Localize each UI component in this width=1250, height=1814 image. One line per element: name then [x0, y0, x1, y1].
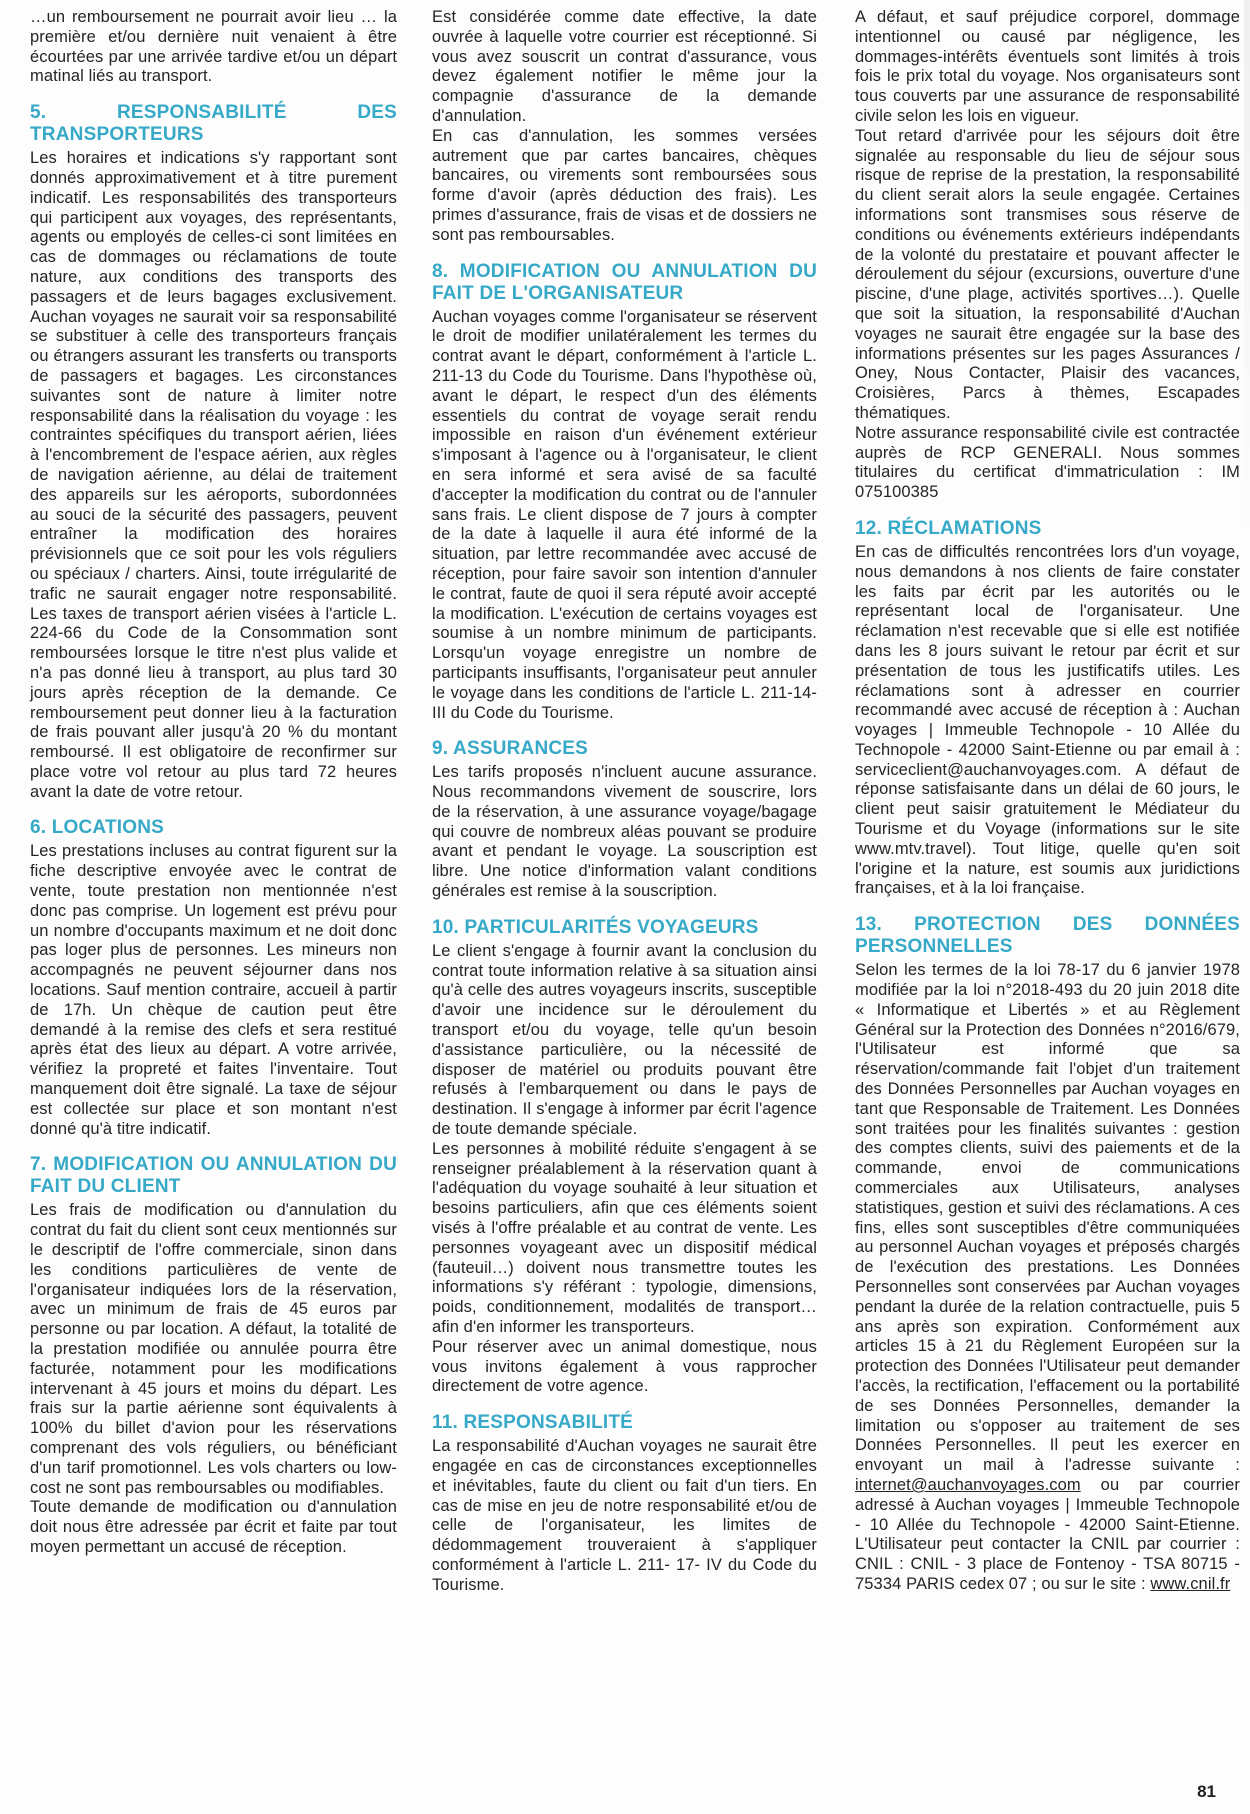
paragraph: Les horaires et indications s'y rapportant sont donnés approximativement et à titre purement indicatif. Les responsabilités des transporteurs qui participent aux voyages, des représentants, agents ou employés de celles-ci sont limitées en cas de dommages ou réclamations de toute nature, aux conditions des transports des passagers et de leurs bagages exclusivement. Auchan voyages ne saurait voir sa responsabilité se substituer à celle des transporteurs français ou étrangers assurant les transferts ou transports de passagers et bagages. Les circonstances suivantes sont de nature à limiter notre responsabilité dans la réalisation du voyage : les contraintes spécifiques du transport aérien, liées à l'encombrement de l'espace aérien, aux règles de navigation aérienne, au délai de traitement des appareils sur les aéroports, subordonnées au souci de la sécurité des passagers, peuvent entraîner la modification des horaires prévisionnels que ce soit pour les vols réguliers ou spéciaux / charters. Ainsi, toute irrégularité de trafic ne saurait engager notre responsabilité. Les taxes de transport aérien visées à l'article L. 224-66 du Code de la Consommation sont remboursées lorsque le titre n'est plus valide et n'a pas donné lieu à transport, au plus tard 30 jours après réception de la demande. Ce remboursement peut donner lieu à la facturation de frais pouvant aller jusqu'à 20 % du montant remboursé. Il est obligatoire de reconfirmer sur place votre vol retour au plus tard 72 heures avant la date de votre retour. — [30, 149, 397, 801]
paragraph: A défaut, et sauf préjudice corporel, dommage intentionnel ou causé par négligence, les dommages-intérêts éventuels sont limités à trois fois le prix total du voyage. Nos organisateurs sont tous couverts par une assurance de responsabilité civile selon les lois en vigueur. — [855, 8, 1240, 125]
paragraph: Les personnes à mobilité réduite s'engagent à se renseigner préalablement à la réservation quant à l'adéquation du voyage souhaité à leur situation et besoins particuliers, afin que ces éléments soient visés à l'offre préalable et au contrat de vente. Les personnes voyageant avec un dispositif médical (fauteuil…) doivent nous transmettre toutes les informations s'y référant : typologie, dimensions, poids, conditionnement, modalités de transport… afin d'en informer les transporteurs. — [432, 1139, 817, 1337]
paragraph: …un remboursement ne pourrait avoir lieu … la première et/ou dernière nuit venaient à être écourtées par une arrivée tardive et/ou un départ matinal liés au transport. — [30, 8, 397, 86]
paragraph: Pour réserver avec un animal domestique, nous vous invitons également à vous rapprocher directement de votre agence. — [432, 1337, 817, 1396]
section-heading: 13. PROTECTION DES DONNÉES PERSONNELLES — [855, 914, 1240, 958]
columns-container — [30, 8, 1240, 1596]
paragraph: Selon les termes de la loi 78-17 du 6 janvier 1978 modifiée par la loi n°2018-493 du 20 juin 2018 dite « Informatique et Libertés » et au Règlement Général sur la Protection des Données n°2016/679, l'Utilisateur est informé que sa réservation/commande fait l'objet d'un traitement des Données Personnelles par Auchan voyages en tant que Responsable de Traitement. Les Données sont traitées pour les finalités suivantes : gestion des comptes clients, suivi des paiements et de la commande, envoi de communications commerciales aux Utilisateurs, analyses statistiques, gestion et suivi des réclamations. A ces fins, elles sont susceptibles d'être communiquées au personnel Auchan voyages et préposés chargés de l'exécution des prestations. Les Données Personnelles sont conservées par Auchan voyages pendant la durée de la relation contractuelle, puis 5 ans après son expiration. Conformément aux articles 15 à 21 du Règlement Européen sur la protection des Données l'Utilisateur peut demander l'accès, la rectification, l'effacement ou la portabilité de ses Données Personnelles, demander la limitation ou s'opposer au traitement de ses Données Personnelles. Il peut les exercer en envoyant un mail à l'adresse suivante : internet@auchanvoyages.com ou par courrier adressé à Auchan voyages | Immeuble Technopole - 10 Allée du Technopole - 42000 Saint-Etienne. L'Utilisateur peut contacter la CNIL par courrier : CNIL : CNIL - 3 place de Fontenoy - TSA 80715 - 75334 PARIS cedex 07 ; ou sur le site : www.cnil.fr — [855, 961, 1240, 1593]
section-heading: 10. PARTICULARITÉS VOYAGEURS — [432, 916, 759, 938]
text-column — [30, 8, 397, 1596]
paragraph: Auchan voyages comme l'organisateur se réservent le droit de modifier unilatéralement les termes du contrat avant le départ, conformément à l'article L. 211-13 du Code du Tourisme. Dans l'hypothèse où, avant le départ, le respect d'un des éléments essentiels du contrat de voyage serait rendu impossible en raison d'un événement extérieur s'imposant à l'agence ou à l'organisateur, le client en sera informé et sera avisé de sa faculté d'accepter la modification du contrat ou de l'annuler sans frais. Le client dispose de 7 jours à compter de la date à laquelle il aura été informé de la situation, par lettre recommandée avec accusé de réception, pour faire savoir son intention d'annuler le contrat, faute de quoi il sera réputé avoir accepté la modification. L'exécution de certains voyages est soumise à un nombre minimum de participants. Lorsqu'un voyage enregistre un nombre de participants insuffisants, l'organisateur peut annuler le voyage dans les conditions de l'article L. 211-14-III du Code du Tourisme. — [432, 307, 817, 722]
section-heading: 12. RÉCLAMATIONS — [855, 517, 1042, 539]
paragraph: Notre assurance responsabilité civile est contractée auprès de RCP GENERALI. Nous sommes titulaires du certificat d'immatriculation : IM 075100385 — [855, 423, 1240, 502]
scan-edge-artifact — [1244, 0, 1250, 1814]
paragraph: Les frais de modification ou d'annulation du contrat du fait du client sont ceux mentionnés sur le descriptif de l'offre commerciale, sinon dans les conditions particulières de vente de l'organisateur indiquées lors de la réservation, avec un minimum de frais de 45 euros par personne ou par location. A défaut, la totalité de la prestation modifiée ou annulée pourra être facturée, notamment pour les modifications intervenant à 45 jours et moins du départ. Les frais sur la partie aérienne sont équivalents à 100% du billet d'avion pour les réservations comprenant des vols réguliers, ou bénéficiant d'un tarif promotionnel. Les vols charters ou low-cost ne sont pas remboursables ou modifiables. — [30, 1201, 397, 1497]
paragraph: Toute demande de modification ou d'annulation doit nous être adressée par écrit et faite par tout moyen permettant un accusé de réception. — [30, 1498, 397, 1556]
section-heading: 9. ASSURANCES — [432, 738, 589, 760]
link-text: internet@auchanvoyages.com — [855, 1475, 1081, 1494]
section-heading: 6. LOCATIONS — [30, 817, 164, 839]
text-column — [432, 8, 817, 1596]
paragraph: Le client s'engage à fournir avant la conclusion du contrat toute information relative à sa situation ainsi qu'à celle des autres voyageurs inscrits, susceptible d'avoir une incidence sur le déroulement du transport et/ou du voyage, telle qu'un besoin d'assistance particulière, ou la nécessité de disposer de matériel ou produits pouvant être refusés à l'embarquement ou dans le pays de destination. Il s'engage à informer par écrit l'agence de toute demande spéciale. — [432, 941, 817, 1139]
section-heading: 11. RESPONSABILITÉ — [432, 1412, 634, 1434]
paragraph: La responsabilité d'Auchan voyages ne saurait être engagée en cas de circonstances exceptionnelles et inévitables, faute du client ou fait d'un tiers. En cas de mise en jeu de notre responsabilité et/ou de celle de l'organisateur, les limites de dédommagement trouveraient à s'appliquer conformément à l'article L. 211- 17- IV du Code du Tourisme. — [432, 1437, 817, 1594]
section-heading: 8. MODIFICATION OU ANNULATION DU FAIT DE L'ORGANISATEUR — [432, 260, 817, 304]
link-text: www.cnil.fr — [1150, 1574, 1231, 1593]
text-column — [855, 8, 1240, 1596]
paragraph: Les tarifs proposés n'incluent aucune assurance. Nous recommandons vivement de souscrire, lors de la réservation, à une assurance voyage/bagage qui couvre de nombreux aléas pouvant se produire avant et pendant le voyage. La souscription est libre. Une notice d'information valant conditions générales est remise à la souscription. — [432, 763, 817, 901]
page-number: 81 — [1197, 1782, 1216, 1801]
paragraph: Les prestations incluses au contrat figurent sur la fiche descriptive envoyée avec le contrat de vente, toute prestation non mentionnée n'est donc pas comprise. Un logement est prévu pour un nombre d'occupants maximum et ne doit donc pas loger plus de personnes. Les mineurs non accompagnés ne peuvent séjourner dans nos locations. Sauf mention contraire, accueil à partir de 17h. Un chèque de caution peut être demandé à la remise des clefs et sera restitué après état des lieux au départ. A votre arrivée, vérifiez la propreté et faites l'inventaire. Tout manquement doit être signalé. La taxe de séjour est collectée sur place et son montant n'est donné qu'à titre indicatif. — [30, 842, 397, 1138]
paragraph: En cas d'annulation, les sommes versées autrement que par cartes bancaires, chèques bancaires, ou virements sont remboursées sous forme d'avoir (après déduction des frais). Les primes d'assurance, frais de visas et de dossiers ne sont pas remboursables. — [432, 126, 817, 244]
paragraph: Tout retard d'arrivée pour les séjours doit être signalée au responsable du lieu de séjour sous risque de reprise de la prestation, la responsabilité du client serait alors la seule engagée. Certaines informations sont transmises sous réserve de conditions ou événements extérieurs indépendants de la volonté du prestataire et pouvant affecter le déroulement du séjour (excursions, ouverture d'une piscine, d'une plage, activités sportives…). Quelle que soit la situation, la responsabilité d'Auchan voyages ne saurait être engagée sur la base des informations présentes sur les pages Assurances / Oney, Nous Contacter, Plaisir des vacances, Croisières, Parcs à thèmes, Escapades thématiques. — [855, 126, 1240, 422]
section-heading: 7. MODIFICATION OU ANNULATION DU FAIT DU CLIENT — [30, 1154, 397, 1198]
paragraph: En cas de difficultés rencontrées lors d'un voyage, nous demandons à nos clients de faire constater les faits par écrit par les autorités ou le représentant local de l'organisateur. Une réclamation n'est recevable que si elle est notifiée dans les 8 jours suivant le retour par écrit et sur présentation de tous les justificatifs utiles. Les réclamations sont à adresser en courrier recommandé avec accusé de réception à : Auchan voyages | Immeuble Technopole - 10 Allée du Technopole - 42000 Saint-Etienne ou par email à : serviceclient@auchanvoyages.com. A défaut de réponse satisfaisante dans un délai de 60 jours, le client peut saisir gratuitement le Médiateur du Tourisme et du Voyage (informations sur le site www.mtv.travel). Tout litige, quelle qu'en soit l'origine et la nature, est soumis aux juridictions françaises, et à la loi française. — [855, 542, 1240, 898]
paragraph: Est considérée comme date effective, la date ouvrée à laquelle votre courrier est réceptionné. Si vous avez souscrit un contrat d'assurance, vous devez également notifier le même jour la compagnie d'assurance de la demande d'annulation. — [432, 8, 817, 125]
section-heading: 5. RESPONSABILITÉ DES TRANSPORTEURS — [30, 102, 397, 146]
